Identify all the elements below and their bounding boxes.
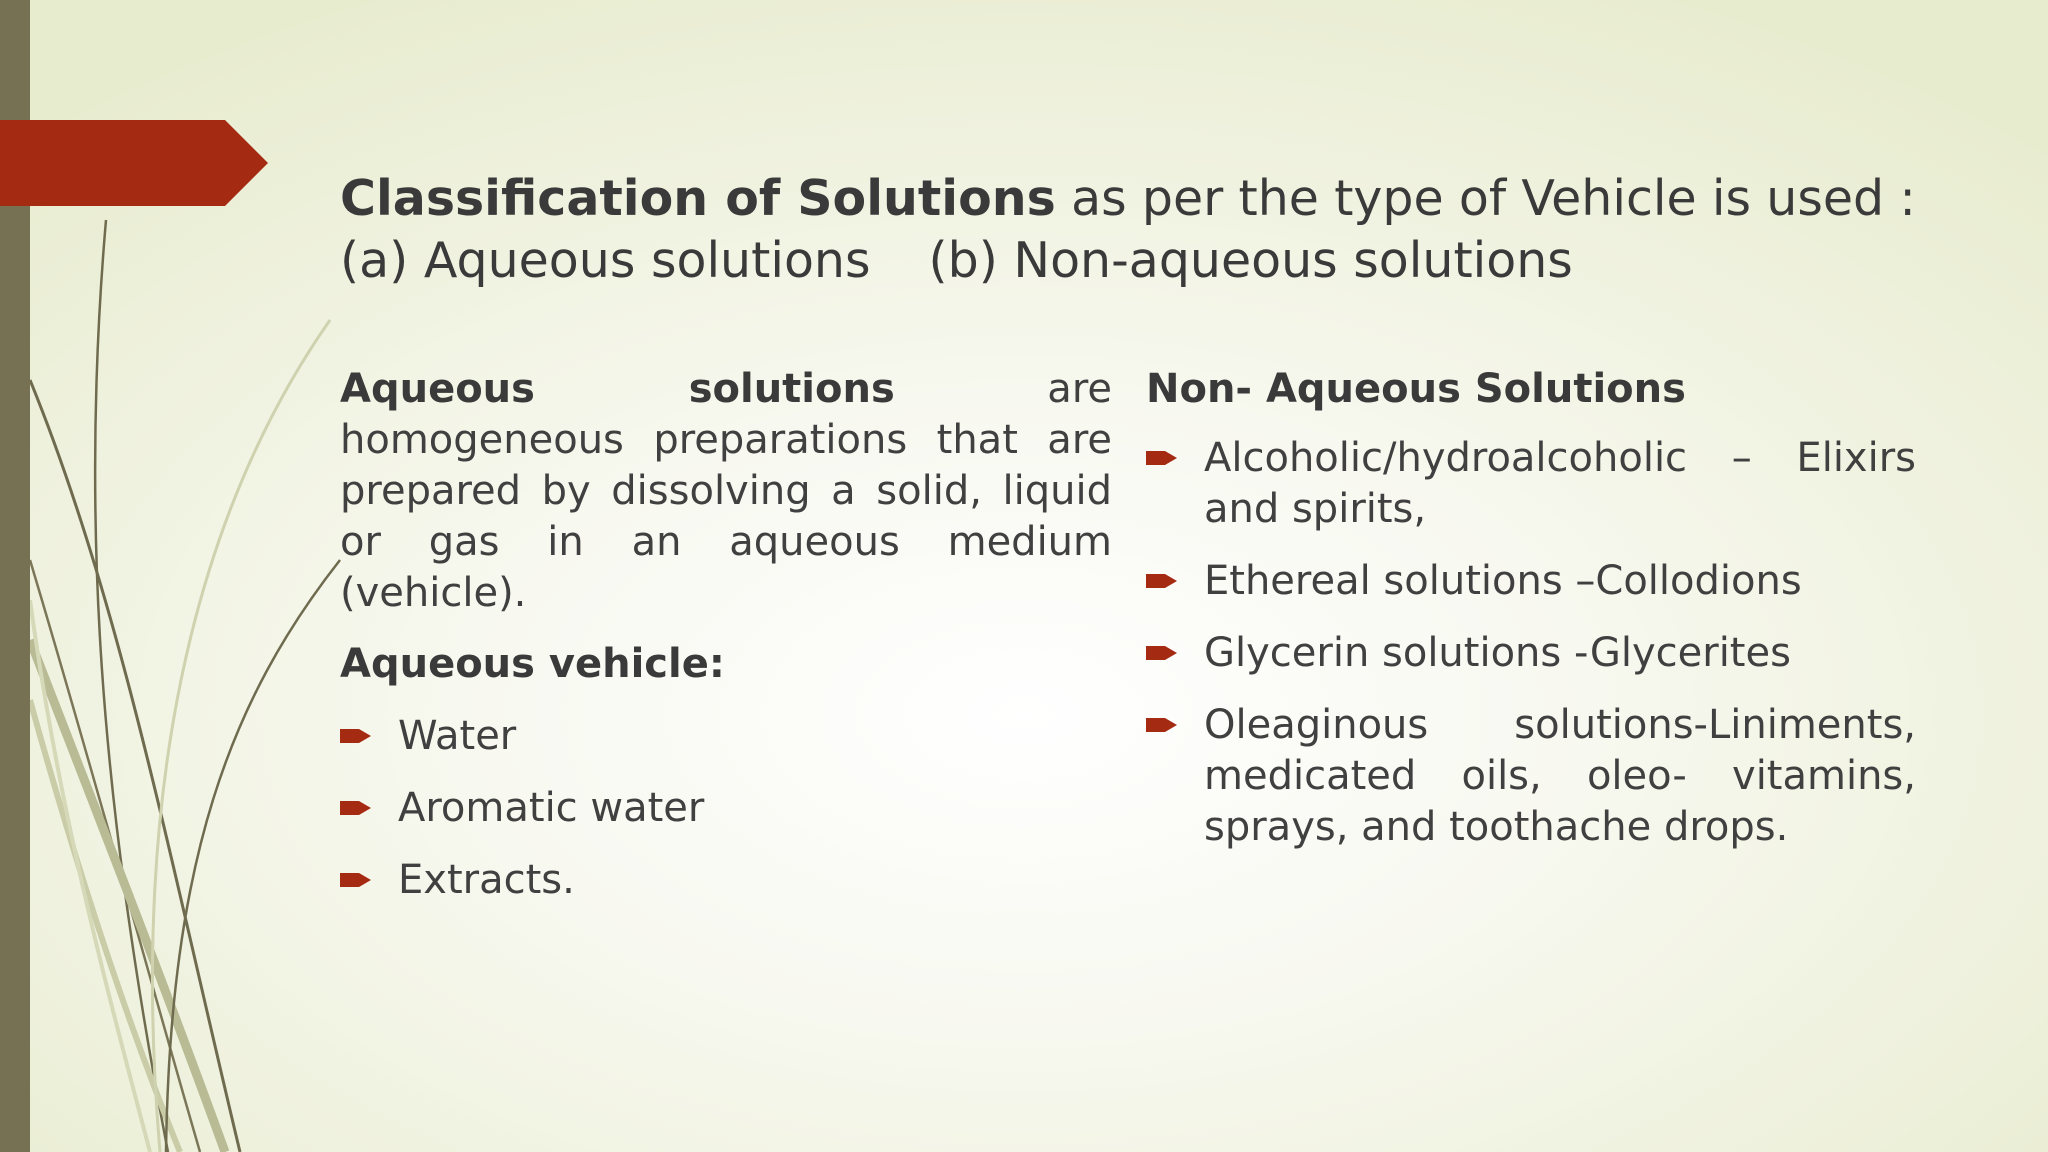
list-item-text: Ethereal solutions –Collodions [1204,558,1802,604]
title-bold-term: Classification of Solutions [340,170,1056,227]
title-word: used [1766,170,1885,227]
title-option-a: (a) Aqueous solutions [340,232,871,289]
title-word: : [1899,170,1916,227]
list-item [1146,628,1916,679]
left-column [340,364,1112,906]
list-item-text: Oleaginous solutions-Liniments, medicated oils, oleo- vitamins, sprays, and toothache drops. [1204,702,1916,850]
list-item [340,783,1112,834]
list-item [1146,556,1916,607]
aqueous-vehicle-list [340,711,1112,906]
list-item [340,855,1112,906]
title-word: type [1334,170,1444,227]
title-line-2 [340,230,1916,292]
aqueous-vehicle-heading: Aqueous vehicle: [340,641,725,687]
list-item-text: Aromatic water [398,785,705,831]
title-word: Vehicle [1521,170,1697,227]
arrow-banner-icon [0,120,270,206]
title-word: as [1071,170,1127,227]
definition-text: are homogeneous preparations that are prepared by dissolving a solid, liquid or gas in an aqueous medium (vehicle). [340,366,1112,616]
arrow-bullet-icon [340,870,372,890]
right-column [1146,364,1916,853]
title-option-b: (b) Non-aqueous solutions [928,232,1573,289]
title-word: per [1141,170,1224,227]
title-word: of [1458,170,1507,227]
arrow-bullet-icon [1146,715,1178,735]
list-item [1146,433,1916,535]
list-item [1146,700,1916,853]
definition-term: Aqueous solutions [340,366,895,412]
arrow-bullet-icon [340,798,372,818]
slide-title [340,168,1916,292]
list-item-text: Extracts. [398,857,575,903]
aqueous-definition [340,364,1112,619]
list-item-text: Glycerin solutions -Glycerites [1204,630,1791,676]
title-word: the [1238,170,1319,227]
list-item-text: Alcoholic/hydroalcoholic – Elixirs and spirits, [1204,435,1916,532]
arrow-bullet-icon [1146,571,1178,591]
non-aqueous-heading: Non- Aqueous Solutions [1146,366,1686,412]
arrow-bullet-icon [340,726,372,746]
title-line-1 [340,168,1916,230]
list-item-text: Water [398,713,517,759]
list-item [340,711,1112,762]
arrow-bullet-icon [1146,448,1178,468]
title-word: is [1711,170,1752,227]
arrow-bullet-icon [1146,643,1178,663]
non-aqueous-list [1146,433,1916,853]
